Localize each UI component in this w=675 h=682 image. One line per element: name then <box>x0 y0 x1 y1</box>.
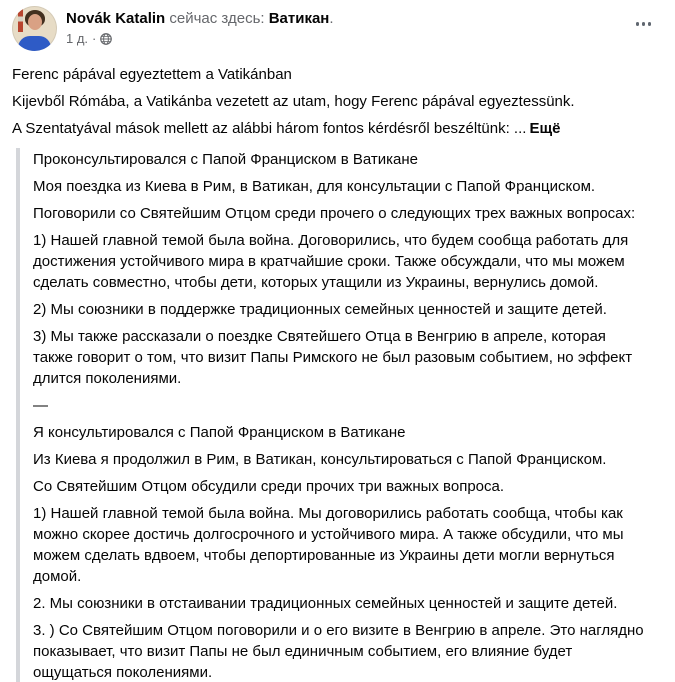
post-paragraph: Ferenc pápával egyeztettem a Vatikánban <box>12 66 292 83</box>
quote-paragraph: Проконсультировался с Папой Франциском в Ватикане <box>33 151 418 168</box>
location-link[interactable]: Ватикан <box>268 10 330 27</box>
quoted-translation-block <box>16 148 653 682</box>
avatar-face-detail <box>28 14 42 30</box>
meta-line <box>66 31 634 46</box>
quote-paragraph: 1) Нашей главной темой была война. Договорились, что будем сообща работать для достижения устойчивого мира в кратчайшие сроки. Также обсуждали, что мы можем сделать совместно, чтобы дети, которых утащили из Украины, вернулись домой. <box>33 232 629 291</box>
author-line <box>66 9 634 28</box>
sentence-period: . <box>329 10 334 27</box>
quote-paragraph: Я консультировался с Папой Франциском в Ватикане <box>33 424 406 441</box>
checkin-context: сейчас здесь: <box>169 10 265 27</box>
avatar-flag-detail <box>18 6 23 32</box>
ellipsis-icon <box>636 22 640 26</box>
quote-paragraph: 2) Мы союзники в поддержке традиционных семейных ценностей и защите детей. <box>33 301 607 318</box>
author-link[interactable]: Novák Katalin <box>66 10 166 27</box>
post-header <box>12 6 653 51</box>
post-paragraph: Kijevből Rómába, a Vatikánba vezetett az utam, hogy Ferenc pápával egyeztessünk. <box>12 93 575 110</box>
avatar-dress-detail <box>18 36 51 51</box>
post-paragraph <box>12 118 653 139</box>
post-body <box>12 64 653 139</box>
quote-paragraph: 1) Нашей главной темой была война. Мы договорились работать сообща, чтобы как можно скорее достичь долгосрочного и устойчивого мира. А также обсудили, что мы можем сделать вдвоем, чтобы депортированные из Украины дети могли вернуться домой. <box>33 505 624 585</box>
more-options-button[interactable] <box>634 18 654 30</box>
see-more-link[interactable]: Ещё <box>529 120 561 137</box>
quote-paragraph: 2. Мы союзники в отстаивании традиционных семейных ценностей и защите детей. <box>33 595 618 612</box>
quote-paragraph: Из Киева я продолжил в Рим, в Ватикан, консультироваться с Папой Франциском. <box>33 451 607 468</box>
quote-paragraph: Поговорили со Святейшим Отцом среди прочего о следующих трех важных вопросах: <box>33 205 636 222</box>
quote-paragraph: Со Святейшим Отцом обсудили среди прочих три важных вопроса. <box>33 478 505 495</box>
header-info <box>66 6 634 46</box>
dot-separator: · <box>92 31 97 46</box>
quote-paragraph: 3) Мы также рассказали о поездке Святейшего Отца в Венгрию в апреле, которая также говорит о том, что визит Папы Римского не был разовым событием, но эффект длится поколениями. <box>33 328 633 387</box>
quote-paragraph: — <box>33 397 48 414</box>
truncated-text: A Szentatyával mások mellett az alábbi három fontos kérdésről beszéltünk: ... <box>12 120 527 137</box>
timestamp-link[interactable]: 1 д. <box>66 31 89 46</box>
quote-paragraph: 3. ) Со Святейшим Отцом поговорили и о его визите в Венгрию в апреле. Это наглядно показывает, что визит Папы не был единичным событием, его влияние будет ощущаться поколениями. <box>33 622 644 681</box>
avatar[interactable] <box>12 6 57 51</box>
globe-icon <box>100 33 112 45</box>
quote-paragraph: Моя поездка из Киева в Рим, в Ватикан, для консультации с Папой Франциском. <box>33 178 596 195</box>
